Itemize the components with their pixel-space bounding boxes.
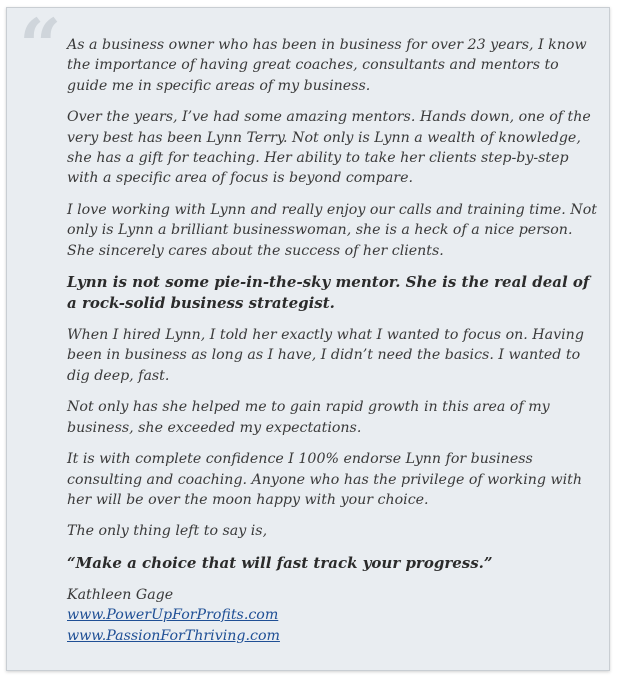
signature-block xyxy=(67,585,597,646)
author-name: Kathleen Gage xyxy=(67,586,174,603)
testimonial-paragraph: The only thing left to say is, xyxy=(67,523,268,540)
testimonial-paragraph: Over the years, I’ve had some amazing mentors. Hands down, one of the very best has been Lynn Terry. Not only is Lynn a wealth of knowledge, she has a gift for teaching. Her ability to take her clients step-by-step with a specific area of focus is beyond compare. xyxy=(67,109,591,187)
left-double-quote-icon: “ xyxy=(19,4,56,90)
testimonial-content xyxy=(67,35,597,646)
testimonial-closing-quote: “Make a choice that will fast track your progress.” xyxy=(67,553,493,572)
testimonial-paragraph: I love working with Lynn and really enjoy our calls and training time. Not only is Lynn a brilliant businesswoman, she is a heck of a nice person. She sincerely cares about the success of her clients. xyxy=(67,201,597,259)
testimonial-paragraph: As a business owner who has been in business for over 23 years, I know the importance of having great coaches, consultants and mentors to guide me in specific areas of my business. xyxy=(67,37,587,94)
testimonial-box xyxy=(6,4,610,671)
testimonial-paragraph: It is with complete confidence I 100% endorse Lynn for business consulting and coaching. Anyone who has the privilege of working with her will be over the moon happy with your choice. xyxy=(67,451,583,508)
testimonial-paragraph: When I hired Lynn, I told her exactly what I wanted to focus on. Having been in business as long as I have, I didn’t need the basics. I wanted to dig deep, fast. xyxy=(67,327,584,384)
testimonial-paragraph: Not only has she helped me to gain rapid growth in this area of my business, she exceeded my expectations. xyxy=(67,399,550,436)
testimonial-highlight: Lynn is not some pie-in-the-sky mentor. She is the real deal of a rock-solid business strategist. xyxy=(67,273,590,313)
link-passionforthriving[interactable]: www.PassionForThriving.com xyxy=(67,627,280,644)
link-powerupforprofits[interactable]: www.PowerUpForProfits.com xyxy=(67,607,279,624)
